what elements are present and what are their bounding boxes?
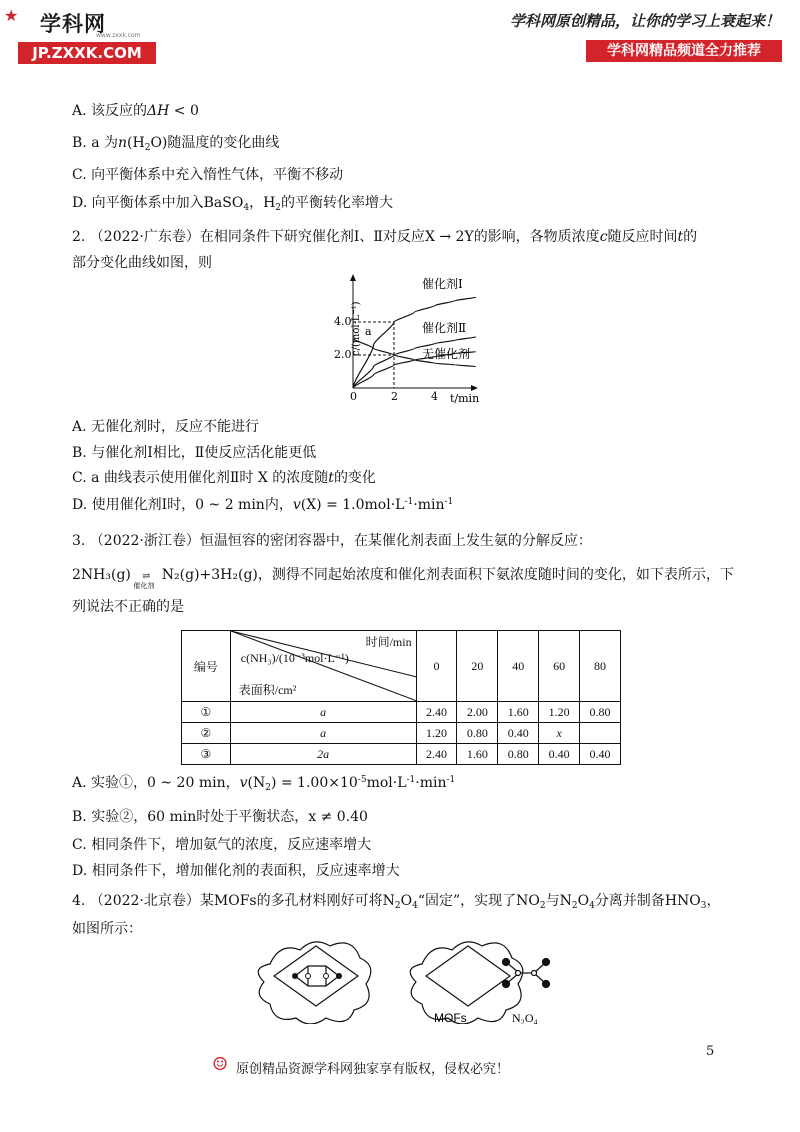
logo-url-bar[interactable]: JP.ZXXK.COM <box>18 42 156 64</box>
q4-stem-line2: 如图所示： <box>72 921 142 937</box>
q3-option-a: A. 实验①，0 ~ 20 min，$v(N_2) = 1.00\times 10^{-5}mol\cdot L^{-1}\cdot\min^{-1}$ <box>72 775 456 793</box>
table-row: ② a 1.20 0.80 0.40 x <box>182 723 621 744</box>
q1-option-d: D. 向平衡体系中加入BaSO$_4$，$H_2$的平衡转化率增大 <box>72 195 394 213</box>
label-n2o4: N₂O₄ <box>512 1011 538 1024</box>
time-40: 40 <box>498 631 539 702</box>
q1-option-b: B. a 为$n(H_2O)$随温度的变化曲线 <box>72 135 280 153</box>
label-no-catalyst: 无催化剂 <box>422 347 471 361</box>
q2-option-c: C. a 曲线表示使用催化剂Ⅱ时 X 的浓度随t的变化 <box>72 470 376 486</box>
x-tick-4: 4 <box>431 390 438 403</box>
y-axis-arrow <box>350 274 356 281</box>
q3-option-b: B. 实验②，60 min时处于平衡状态，x ≠ 0.40 <box>72 809 368 825</box>
y-axis-label: c/(mol·L⁻¹) <box>351 301 362 356</box>
label-catalyst-1: 催化剂Ⅰ <box>422 277 463 291</box>
series-line-0 <box>353 297 476 388</box>
label-catalyst-2: 催化剂Ⅱ <box>422 321 467 335</box>
time-0: 0 <box>416 631 457 702</box>
logo-small-url: www.zxxk.com <box>96 32 141 39</box>
y-tick-4: 4.0 <box>334 315 352 328</box>
n2o4-molecule <box>503 959 550 988</box>
time-60: 60 <box>539 631 580 702</box>
table-row: ① a 2.40 2.00 1.60 1.20 0.80 <box>182 702 621 723</box>
table-row: ③ 2a 2.40 1.60 0.80 0.40 0.40 <box>182 744 621 765</box>
q2-stem-line2: 部分变化曲线如图，则 <box>72 255 212 271</box>
q3-option-d: D. 相同条件下，增加催化剂的表面积，反应速率增大 <box>72 863 400 879</box>
x-tick-0: 0 <box>350 390 357 403</box>
q2-option-a: A. 无催化剂时，反应不能进行 <box>72 419 260 435</box>
q3-table <box>181 630 621 765</box>
header-banner: 学科网精品频道全力推荐 <box>586 40 782 62</box>
q3-stem-line1: 3. （2022·浙江卷）恒温恒容的密闭容器中，在某催化剂表面上发生氨的分解反应： <box>72 533 592 549</box>
mof-with-molecule <box>258 942 371 1024</box>
logo-text: 学科网 <box>40 12 106 36</box>
page-number: 5 <box>706 1044 715 1059</box>
q4-stem-line1: 4. （2022·北京卷）某MOFs的多孔材料刚好可将$N_2O_4“$固定”，实现了$NO_2$与$N_2O_4$分离并制备$HNO_3$， <box>72 893 721 911</box>
q1-option-c: C. 向平衡体系中充入惰性气体，平衡不移动 <box>72 167 344 183</box>
q3-stem-line3: 列说法不正确的是 <box>72 599 184 615</box>
label-a: a <box>365 325 372 338</box>
header-slogan: 学科网原创精品，让你的学习上衰起来！ <box>509 12 780 30</box>
q3-option-c: C. 相同条件下，增加氨气的浓度，反应速率增大 <box>72 837 372 853</box>
molecule-atoms <box>292 973 342 979</box>
x-axis-arrow <box>471 385 478 391</box>
mascot-icon: ★ <box>4 6 19 25</box>
q4-figure <box>250 934 560 1024</box>
time-20: 20 <box>457 631 498 702</box>
x-axis-label: t/min <box>450 392 480 405</box>
mascot-icon: ☺ <box>212 1054 229 1075</box>
q2-option-d: D. 使用催化剂Ⅰ时，0 ~ 2 min内，$v(X) = 1.0mol\cdot L^{-1}\cdot\min^{-1}$ <box>72 497 454 513</box>
q1-option-a: A. 该反应的ΔH < 0 <box>72 103 199 119</box>
footer-copyright: 原创精品资源学科网独家享有版权，侵权必究！ <box>236 1062 510 1077</box>
label-mofs: MOFs <box>434 1011 467 1024</box>
q2-chart <box>318 272 498 408</box>
q3-stem-line2: 2NH₃(g) ⇌ 催化剂 N₂(g)+3H₂(g)，测得不同起始浓度和催化剂表面积下氨浓度随时间的变化，如下表所示，下 <box>72 567 734 590</box>
y-tick-2: 2.0 <box>334 348 352 361</box>
q2-option-b: B. 与催化剂Ⅰ相比，Ⅱ使反应活化能更低 <box>72 445 317 461</box>
header-id: 编号 <box>182 631 231 702</box>
q2-stem-line1: 2. （2022·广东卷）在相同条件下研究催化剂Ⅰ、Ⅱ对反应X → 2Y的影响，各物质浓度c随反应时间t的 <box>72 229 698 245</box>
x-tick-2: 2 <box>391 390 398 403</box>
header-diagonal: 时间/min c(NH₃)/(10⁻³mol·L⁻¹) 表面积/cm² <box>230 631 416 702</box>
series-line-1 <box>353 337 476 388</box>
time-80: 80 <box>580 631 621 702</box>
